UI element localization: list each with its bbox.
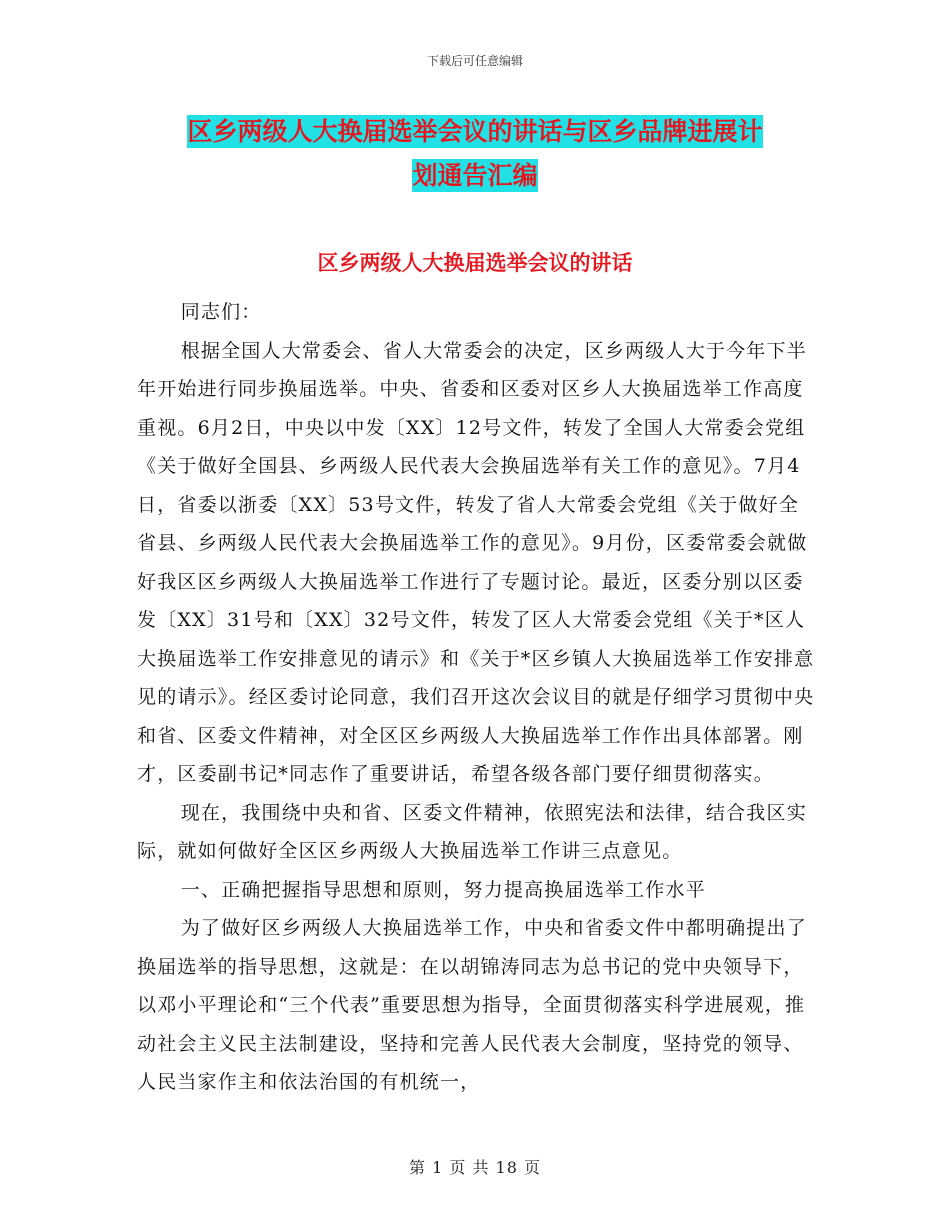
- document-title: [0, 110, 950, 198]
- salutation: 同志们：: [180, 301, 262, 323]
- header-note: 下载后可任意编辑: [426, 54, 523, 68]
- page-number: 第 1 页 共 18 页: [409, 1158, 541, 1177]
- section-title: 区乡两级人大换届选举会议的讲话: [317, 251, 633, 275]
- document-title-line-1: 区乡两级人大换届选举会议的讲话与区乡品牌进展计: [187, 117, 763, 146]
- document-title-line-2: 划通告汇编: [412, 161, 538, 190]
- section-heading: 一、正确把握指导思想和原则，努力提高换届选举工作水平: [180, 878, 706, 901]
- paragraph: 根据全国人大常委会、省人大常委会的决定，区乡两级人大于今年下半年开始进行同步换届选举。中央、省委和区委对区乡人大换届选举工作高度重视。6月2日，中央以中发〔XX〕12号文件，转发了全国人大常委会党组《关于做好全国县、乡两级人民代表大会换届选举有关工作的意见》。7月4日，省委以浙委〔XX〕53号文件，转发了省人大常委会党组《关于做好全省县、乡两级人民代表大会换届选举工作的意见》。9月份，区委常委会就做好我区区乡两级人大换届选举工作进行了专题讨论。最近，区委分别以区委发〔XX〕31号和〔XX〕32号文件，转发了区人大常委会党组《关于*区人大换届选举工作安排意见的请示》和《关于*区乡镇人大换届选举工作安排意见的请示》。经区委讨论同意，我们召开这次会议目的就是仔细学习贯彻中央和省、区委文件精神，对全区区乡两级人大换届选举工作作出具体部署。刚才，区委副书记*同志作了重要讲话，希望各级各部门要仔细贯彻落实。: [137, 339, 815, 785]
- paragraph: 现在，我围绕中央和省、区委文件精神，依照宪法和法律，结合我区实际，就如何做好全区区乡两级人大换届选举工作讲三点意见。: [137, 801, 807, 862]
- body-text: [137, 293, 817, 1102]
- paragraph: 为了做好区乡两级人大换届选举工作，中央和省委文件中都明确提出了换届选举的指导思想，这就是：在以胡锦涛同志为总书记的党中央领导下，以邓小平理论和“三个代表”重要思想为指导，全面贯彻落实科学进展观，推动社会主义民主法制建设，坚持和完善人民代表大会制度，坚持党的领导、人民当家作主和依法治国的有机统一，: [137, 917, 807, 1093]
